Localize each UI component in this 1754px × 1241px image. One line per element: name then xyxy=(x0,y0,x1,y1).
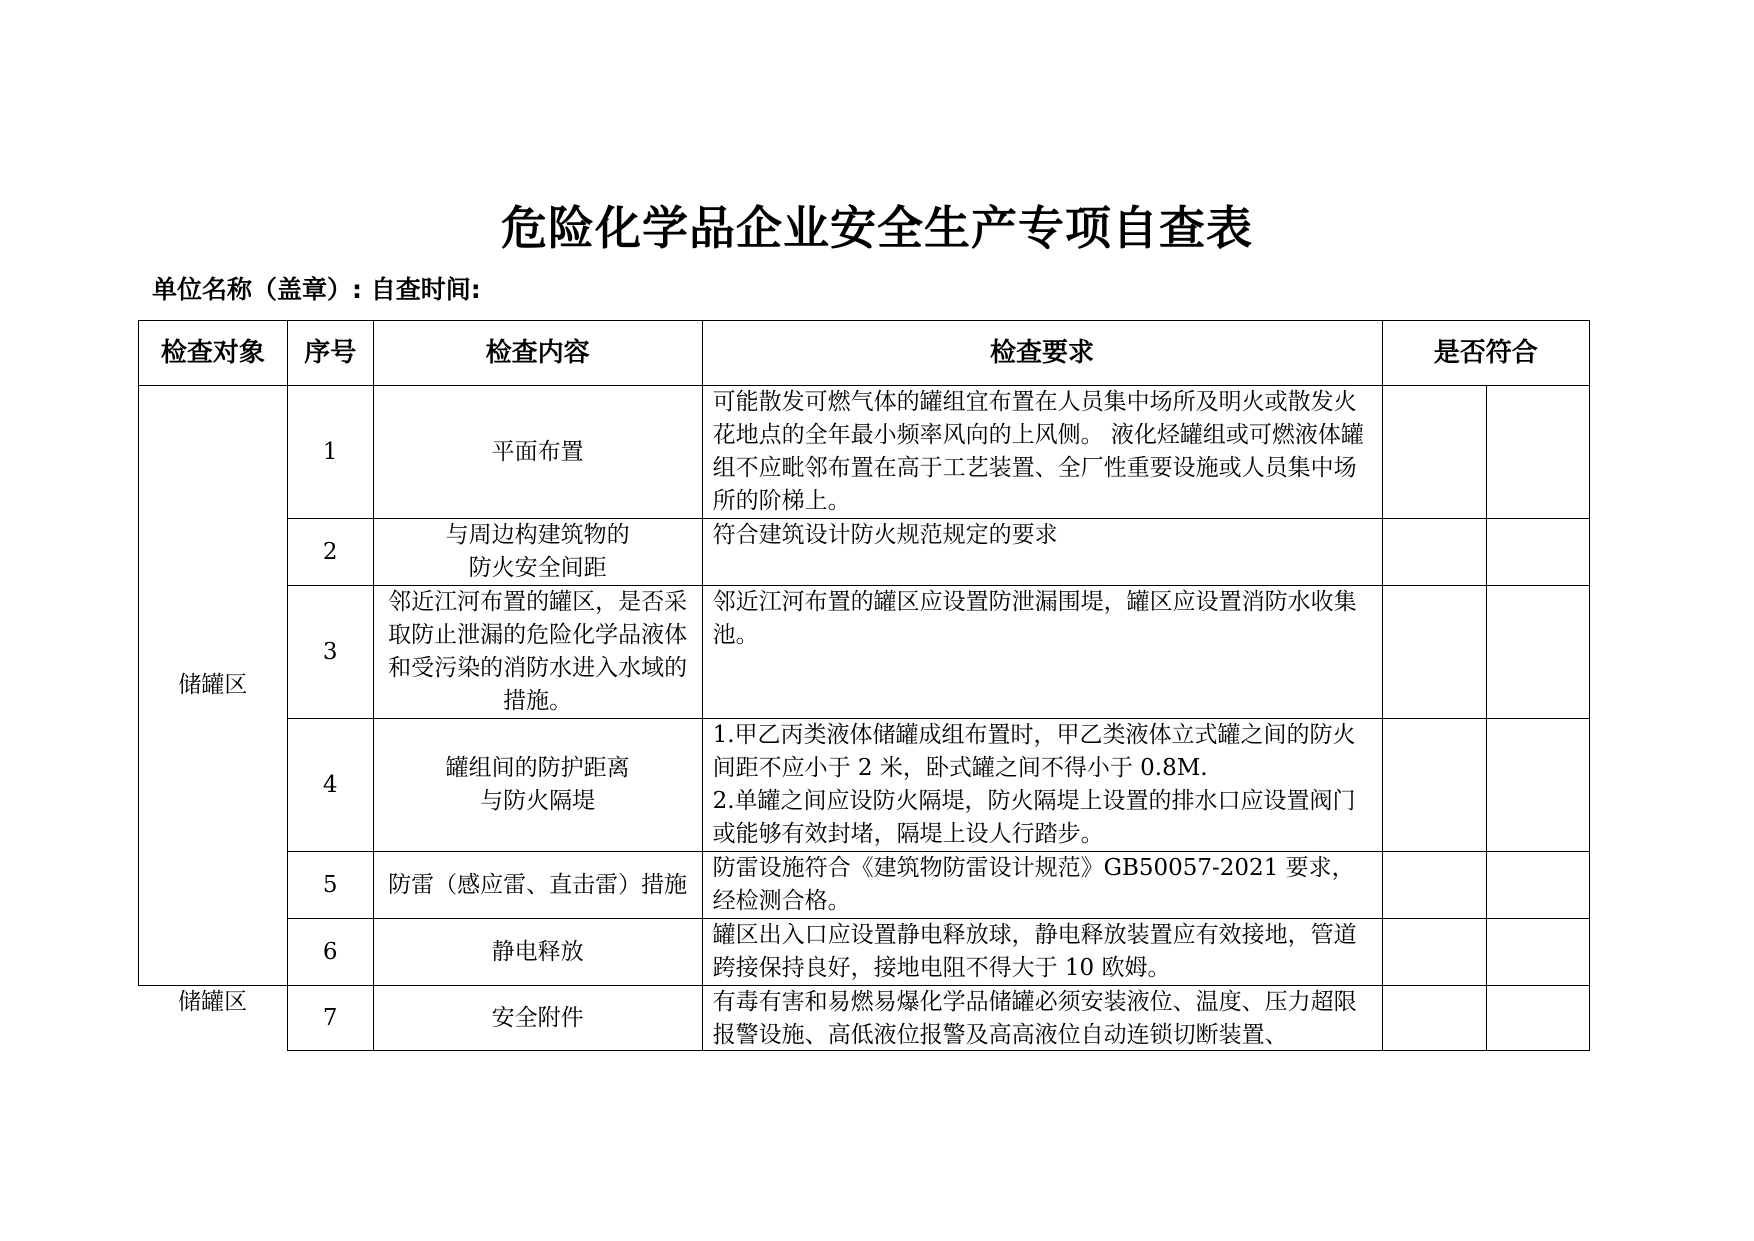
conform-yes-cell[interactable] xyxy=(1382,919,1486,986)
row-number: 2 xyxy=(287,519,373,586)
conform-yes-cell[interactable] xyxy=(1382,586,1486,719)
table-row xyxy=(139,919,1590,986)
requirement-text-clip: 有毒有害和易燃易爆化学品储罐必须安装液位、温度、压力超限报警设施、高低液位报警及高高液位自动连锁切断装置、 xyxy=(712,989,1357,1048)
check-requirement xyxy=(702,986,1382,1051)
check-content: 邻近江河布置的罐区，是否采取防止泄漏的危险化学品液体和受污染的消防水进入水域的措施。 xyxy=(373,586,702,719)
conform-no-cell[interactable] xyxy=(1486,852,1589,919)
check-requirement: 符合建筑设计防火规范规定的要求 xyxy=(702,519,1382,586)
conform-no-cell[interactable] xyxy=(1486,519,1589,586)
check-content xyxy=(373,519,702,586)
header-content: 检查内容 xyxy=(373,321,702,386)
table-header-row xyxy=(139,321,1590,386)
conform-no-cell[interactable] xyxy=(1486,719,1589,852)
conform-no-cell[interactable] xyxy=(1486,586,1589,719)
header-object: 检查对象 xyxy=(139,321,288,386)
header-requirement: 检查要求 xyxy=(702,321,1382,386)
check-object-cell xyxy=(139,986,288,1051)
check-requirement: 罐区出入口应设置静电释放球，静电释放装置应有效接地，管道跨接保持良好，接地电阻不得大于 10 欧姆。 xyxy=(702,919,1382,986)
check-content xyxy=(373,719,702,852)
check-object-label: 储罐区 xyxy=(178,989,248,1015)
check-object-label: 储罐区 xyxy=(178,672,248,698)
table-row xyxy=(139,852,1590,919)
requirement-item: 2.单罐之间应设防火隔堤，防火隔堤上设置的排水口应设置阀门或能够有效封堵，隔堤上设人行踏步。 xyxy=(712,788,1356,847)
check-content-line: 防火安全间距 xyxy=(468,555,607,581)
check-requirement: 防雷设施符合《建筑物防雷设计规范》GB50057-2021 要求，经检测合格。 xyxy=(702,852,1382,919)
requirement-item: 1.甲乙丙类液体储罐成组布置时，甲乙类液体立式罐之间的防火间距不应小于 2 米，卧式罐之间不得小于 0.8M. xyxy=(712,722,1356,781)
row-number: 6 xyxy=(287,919,373,986)
header-conform: 是否符合 xyxy=(1382,321,1589,386)
table-row xyxy=(139,519,1590,586)
conform-no-cell[interactable] xyxy=(1486,919,1589,986)
table-row xyxy=(139,719,1590,852)
check-content: 静电释放 xyxy=(373,919,702,986)
row-number: 5 xyxy=(287,852,373,919)
check-content-line: 与防火隔堤 xyxy=(480,788,596,814)
conform-yes-cell[interactable] xyxy=(1382,386,1486,519)
conform-yes-cell[interactable] xyxy=(1382,519,1486,586)
conform-yes-cell[interactable] xyxy=(1382,986,1486,1051)
check-content: 防雷（感应雷、直击雷）措施 xyxy=(373,852,702,919)
page-title: 危险化学品企业安全生产专项自查表 xyxy=(501,201,1253,255)
self-check-table xyxy=(138,320,1590,1051)
table-row xyxy=(139,386,1590,519)
check-content: 安全附件 xyxy=(373,986,702,1051)
header-no: 序号 xyxy=(287,321,373,386)
check-content-line: 罐组间的防护距离 xyxy=(445,755,630,781)
row-number: 1 xyxy=(287,386,373,519)
row-number: 7 xyxy=(287,986,373,1051)
check-requirement: 邻近江河布置的罐区应设置防泄漏围堤，罐区应设置消防水收集池。 xyxy=(702,586,1382,719)
check-requirement: 可能散发可燃气体的罐组宜布置在人员集中场所及明火或散发火花地点的全年最小频率风向的上风侧。 液化烃罐组或可燃液体罐组不应毗邻布置在高于工艺装置、全厂性重要设施或人员集中场所的阶梯上。 xyxy=(702,386,1382,519)
row-number: 3 xyxy=(287,586,373,719)
unit-name-and-date-line: 单位名称（盖章）: 自查时间: xyxy=(152,275,481,304)
check-content: 平面布置 xyxy=(373,386,702,519)
check-content-line: 与周边构建筑物的 xyxy=(445,522,630,548)
check-requirement xyxy=(702,719,1382,852)
row-number: 4 xyxy=(287,719,373,852)
conform-yes-cell[interactable] xyxy=(1382,852,1486,919)
check-object-cell xyxy=(139,386,288,986)
table-row xyxy=(139,986,1590,1051)
table-row xyxy=(139,586,1590,719)
conform-no-cell[interactable] xyxy=(1486,986,1589,1051)
conform-no-cell[interactable] xyxy=(1486,386,1589,519)
conform-yes-cell[interactable] xyxy=(1382,719,1486,852)
